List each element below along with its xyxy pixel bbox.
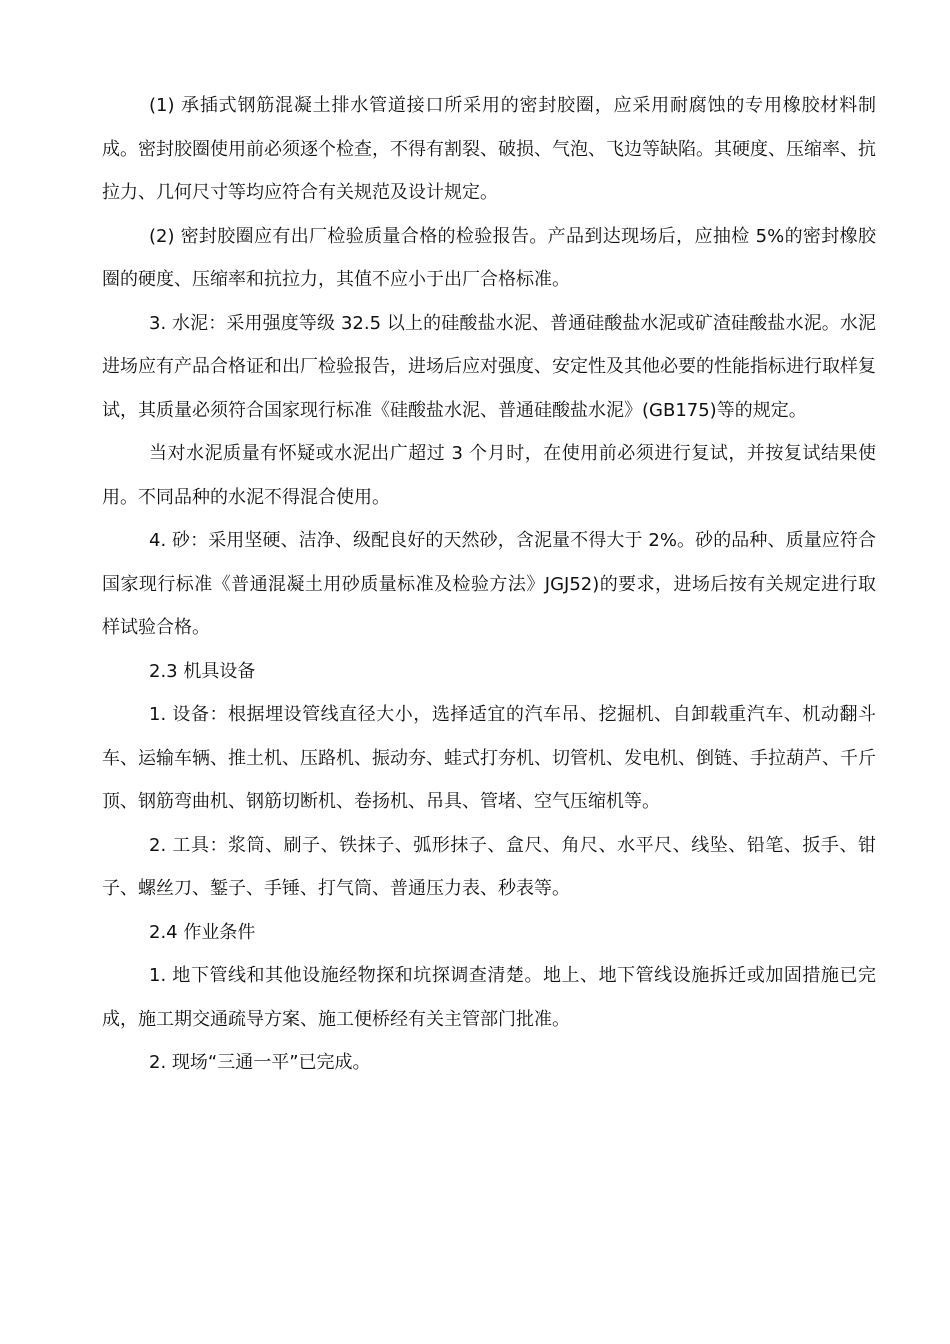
paragraph-sand: 4. 砂：采用坚硬、洁净、级配良好的天然砂，含泥量不得大于 2%。砂的品种、质量应符合国家现行标准《普通混凝土用砂质量标准及检验方法》JGJ52)的要求，进场后按有关规定进行取样试验合格。 <box>102 530 876 638</box>
section-heading-equipment: 2.3 机具设备 <box>149 660 256 682</box>
paragraph-cement: 3. 水泥：采用强度等级 32.5 以上的硅酸盐水泥、普通硅酸盐水泥或矿渣硅酸盐水泥。水泥进场应有产品合格证和出厂检验报告，进场后应对强度、安定性及其他必要的性能指标进行取样复试，其质量必须符合国家现行标准《硅酸盐水泥、普通硅酸盐水泥》(GB175)等的规定。 <box>102 312 876 421</box>
document-body <box>102 84 876 1085</box>
paragraph-site-preparation: 2. 现场“三通一平”已完成。 <box>149 1052 371 1073</box>
paragraph-underground-pipelines: 1. 地下管线和其他设施经物探和坑探调查清楚。地上、地下管线设施拆迁或加固措施已完成，施工期交通疏导方案、施工便桥经有关主管部门批准。 <box>102 965 876 1030</box>
paragraph-tools: 2. 工具：浆筒、刷子、铁抹子、弧形抹子、盒尺、角尺、水平尺、线坠、铅笔、扳手、钳子、螺丝刀、錾子、手锤、打气筒、普通压力表、秒表等。 <box>102 834 876 899</box>
paragraph-sealing-ring-inspection: (2) 密封胶圈应有出厂检验质量合格的检验报告。产品到达现场后，应抽检 5%的密封橡胶圈的硬度、压缩率和抗拉力，其值不应小于出厂合格标准。 <box>102 225 876 290</box>
section-heading-work-conditions: 2.4 作业条件 <box>149 921 256 943</box>
paragraph-equipment: 1. 设备：根据埋设管线直径大小，选择适宜的汽车吊、挖掘机、自卸载重汽车、机动翻斗车、运输车辆、推土机、压路机、振动夯、蛙式打夯机、切管机、发电机、倒链、手拉葫芦、千斤顶、钢筋弯曲机、钢筋切断机、卷扬机、吊具、管堵、空气压缩机等。 <box>102 704 876 812</box>
paragraph-sealing-ring-material: (1) 承插式钢筋混凝土排水管道接口所采用的密封胶圈，应采用耐腐蚀的专用橡胶材料制成。密封胶圈使用前必须逐个检查，不得有割裂、破损、气泡、飞边等缺陷。其硬度、压缩率、抗拉力、几何尺寸等均应符合有关规范及设计规定。 <box>102 95 876 203</box>
paragraph-cement-retest: 当对水泥质量有怀疑或水泥出广超过 3 个月时，在使用前必须进行复试，并按复试结果使用。不同品种的水泥不得混合使用。 <box>102 443 876 508</box>
